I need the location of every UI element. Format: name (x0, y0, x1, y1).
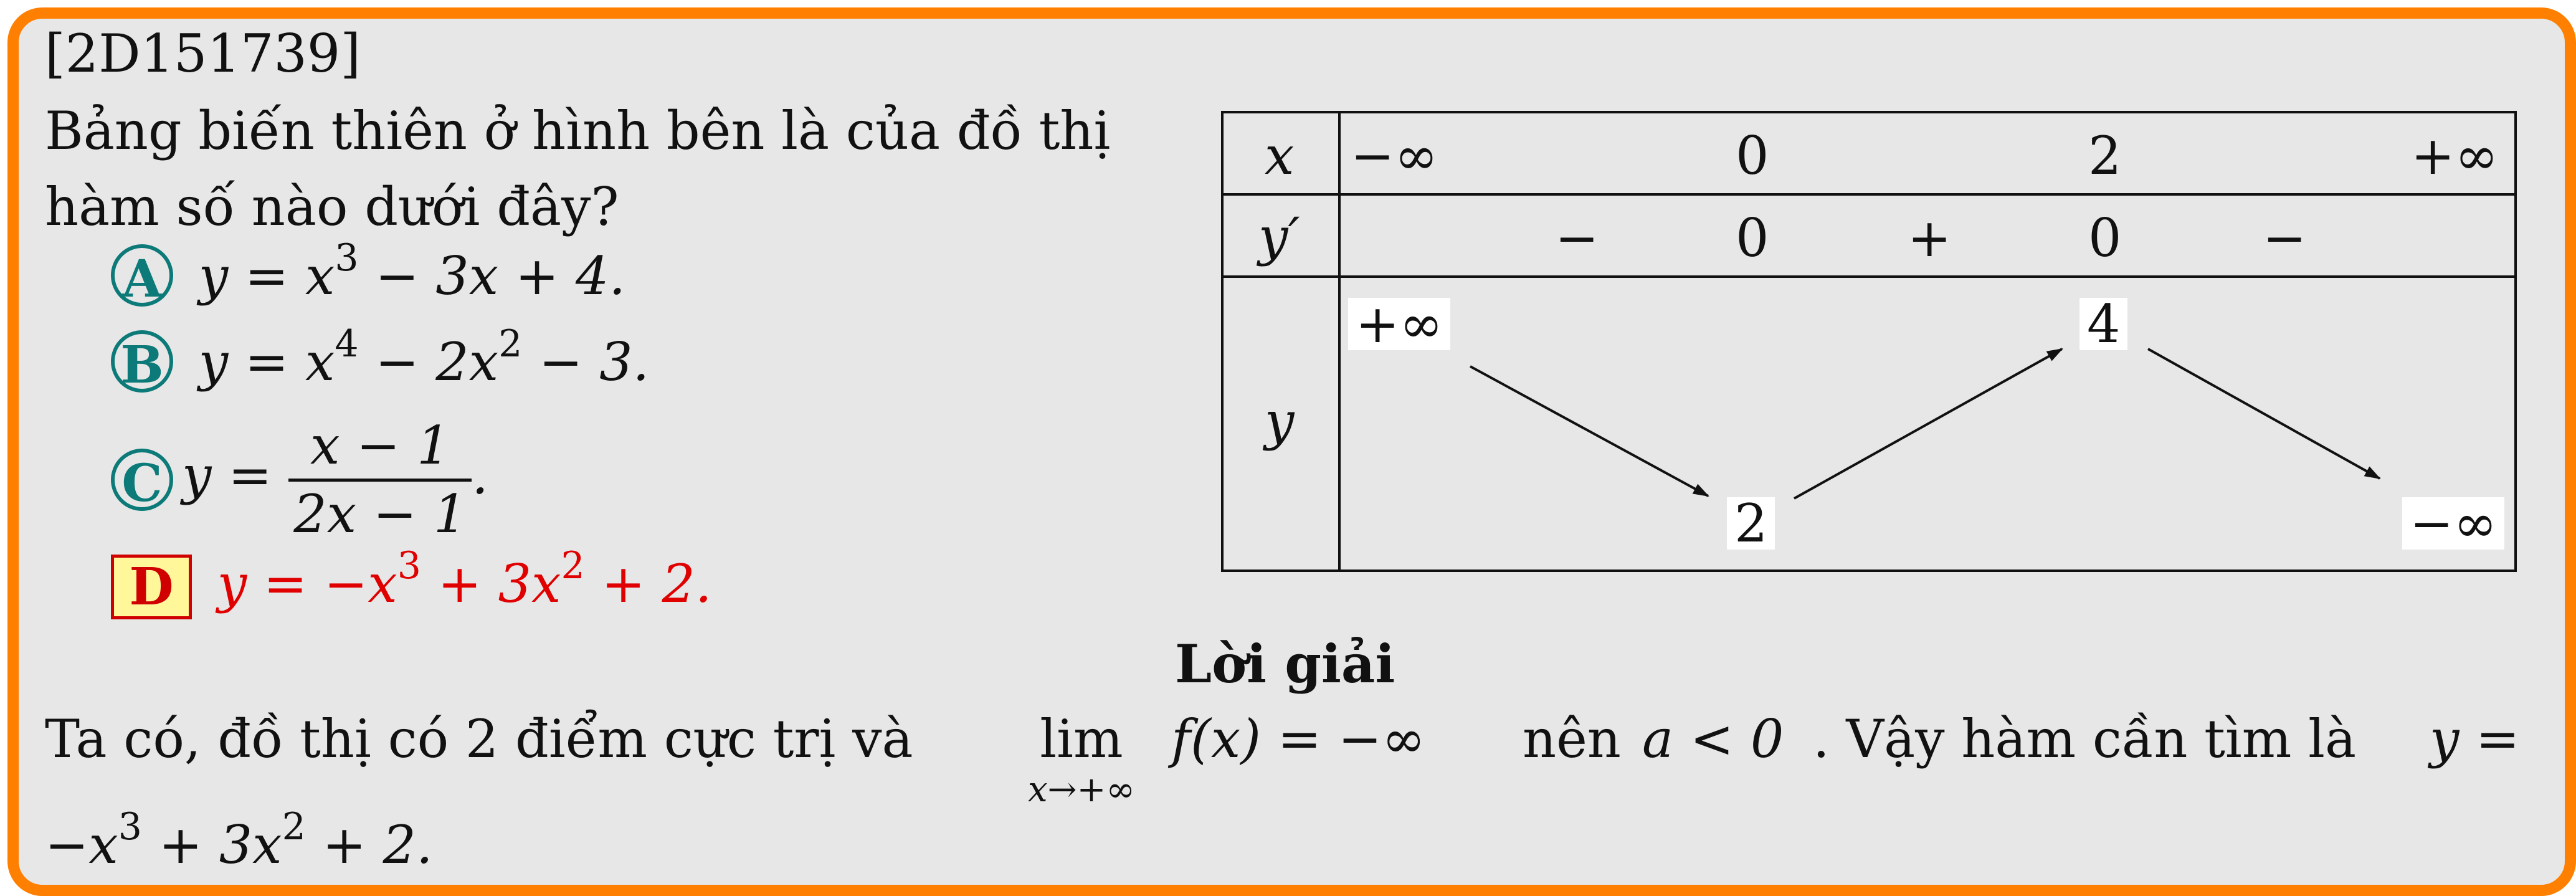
option-b-formula: $y = x^4 - 2x^2 - 3$. (198, 322, 650, 393)
option-b-badge: B (111, 330, 173, 393)
y-value-pos-inf: +∞ (1348, 298, 1450, 350)
option-d-badge: D (111, 555, 192, 619)
option-d[interactable] (111, 544, 712, 619)
option-a-badge: A (111, 244, 173, 307)
option-c[interactable] (111, 405, 488, 555)
option-a-formula: $y = x^3 - 3x + 4$. (198, 236, 626, 307)
solution-line-1c: nên (1523, 708, 1621, 770)
solution-line-1f: y = (2430, 708, 2520, 770)
y-value-max: 4 (2079, 298, 2127, 350)
x-value-pos-inf: +∞ (2411, 125, 2499, 186)
x-value-neg-inf: −∞ (1351, 125, 1438, 186)
derivative-sign-3: − (2263, 207, 2307, 269)
option-d-formula: $y = -x^3 + 3x^2 + 2$. (217, 544, 712, 614)
option-b[interactable] (111, 322, 650, 395)
option-c-formula: y = $\frac{x - 1}{2x - 1}$ . (182, 415, 488, 545)
option-c-badge: C (111, 449, 173, 511)
row-label-yprime: y′ (1258, 206, 1300, 267)
row-label-y: y (1265, 391, 1295, 452)
derivative-zero-2: 0 (2088, 207, 2122, 269)
solution-line-1a: Ta có, đồ thị có 2 điểm cực trị và (45, 708, 913, 770)
derivative-sign-2: + (1908, 207, 1952, 269)
derivative-zero-1: 0 (1736, 207, 1769, 269)
option-a[interactable] (111, 236, 626, 309)
x-value-2: 2 (2088, 125, 2122, 186)
question-line-1: Bảng biến thiên ở hình bên là của đồ thị (45, 100, 1111, 161)
solution-line-1e: . Vậy hàm cần tìm là (1813, 708, 2357, 770)
solution-limit (1007, 708, 1156, 810)
problem-id: [2D151739] (45, 23, 361, 84)
derivative-sign-1: − (1555, 207, 1599, 269)
limit-word: lim (1040, 708, 1123, 770)
y-value-neg-inf: −∞ (2402, 497, 2504, 550)
x-value-0: 0 (1736, 125, 1769, 186)
limit-subscript: x→+∞ (1027, 770, 1136, 810)
row-label-x: x (1265, 125, 1295, 186)
variation-table (1221, 111, 2517, 572)
question-line-2: hàm số nào dưới đây? (45, 176, 619, 237)
arrow-increase (1794, 349, 2062, 498)
solution-title: Lời giải (1175, 633, 1395, 695)
solution-condition: a < 0 (1642, 708, 1784, 770)
arrow-decrease-2 (2148, 349, 2380, 479)
solution-line-2: $-x^3 + 3x^2 + 2$. (45, 805, 433, 875)
option-c-fraction: $\frac{x - 1}{2x - 1}$ (288, 417, 472, 543)
arrow-decrease-1 (1470, 366, 1708, 496)
y-value-min: 2 (1727, 497, 1775, 550)
solution-limit-value: f(x) = −∞ (1171, 708, 1426, 770)
